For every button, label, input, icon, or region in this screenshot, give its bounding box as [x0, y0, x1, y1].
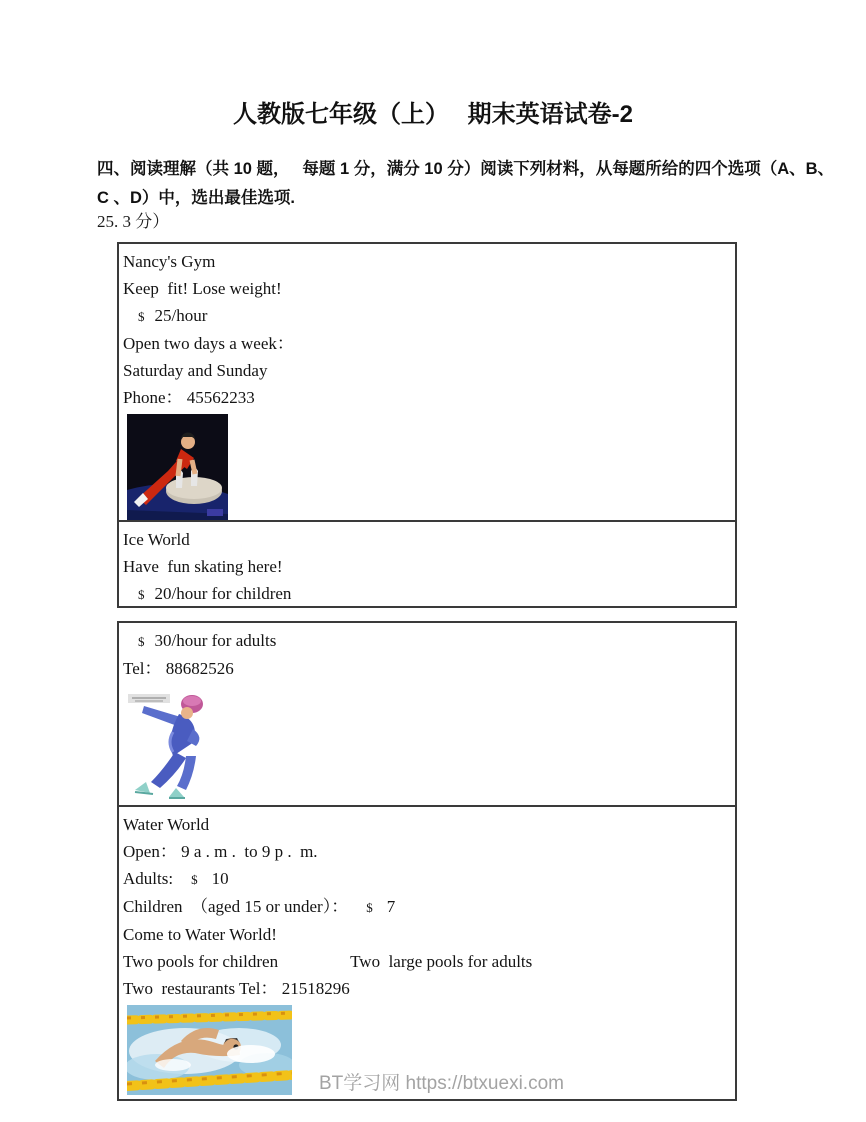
- ice-world-adults-price-line: [123, 627, 729, 655]
- dollar-icon: $: [138, 634, 145, 649]
- page-title: 人教版七年级（上） 期末英语试卷-2: [232, 101, 633, 128]
- ice-world-name: Ice World: [123, 530, 190, 549]
- water-world-slogan: Come to Water World!: [123, 925, 277, 944]
- gym-slogan: Keep fit! Lose weight!: [123, 279, 282, 298]
- pools-for-children: Two pools for children: [123, 952, 279, 971]
- water-world-children-price: 7: [386, 897, 396, 916]
- reading-table-2: [117, 621, 737, 1101]
- watermark-site-link: BT学习网 https://btxuexi.com: [319, 1073, 564, 1094]
- water-world-restaurants-tel: Two restaurants Tel： 21518296: [123, 979, 350, 998]
- gym-days: Saturday and Sunday: [123, 361, 268, 380]
- ice-world-ad-cell-2: [119, 623, 735, 805]
- ice-world-slogan: Have fun skating here!: [123, 557, 283, 576]
- water-world-hours: Open： 9 a . m . to 9 p . m.: [123, 842, 318, 861]
- gym-ad-cell: [119, 244, 735, 520]
- water-world-adults-line: [123, 865, 729, 893]
- dollar-icon: $: [138, 587, 145, 602]
- pools-for-adults: Two large pools for adults: [350, 952, 533, 971]
- water-world-adults-price: 10: [211, 869, 229, 888]
- ice-world-tel: Tel： 88682526: [123, 659, 234, 678]
- ice-world-ad-cell: [119, 520, 735, 608]
- dollar-icon: $: [138, 309, 145, 324]
- ice-world-children-price: 20/hour for children: [154, 584, 292, 603]
- reading-table-1: [117, 242, 737, 608]
- ice-world-adults-price: 30/hour for adults: [154, 631, 277, 650]
- adults-label: Adults:: [123, 869, 174, 888]
- gym-name: Nancy's Gym: [123, 252, 216, 271]
- dollar-icon: $: [366, 900, 373, 915]
- gym-open-label: Open two days a week：: [123, 334, 294, 353]
- instruction-line-2: C 、D）中，选出最佳选项.: [97, 189, 295, 207]
- gymnast-image: [127, 414, 228, 520]
- children-label: Children （aged 15 or under）：: [123, 897, 349, 916]
- gym-price: 25/hour: [154, 306, 208, 325]
- gym-price-line: [123, 302, 729, 330]
- water-world-ad-cell: [119, 805, 735, 1095]
- water-world-children-line: [123, 893, 729, 921]
- dollar-icon: $: [191, 872, 198, 887]
- gym-phone: Phone： 45562233: [123, 388, 255, 407]
- swimmer-image: [127, 1005, 292, 1095]
- section-instruction: [97, 155, 835, 213]
- water-world-name: Water World: [123, 815, 210, 834]
- question-number: 25. 3 分）: [97, 212, 170, 231]
- instruction-line-1: 四、阅读理解（共 10 题， 每题 1 分，满分 10 分）阅读下列材料，从每题所给的四个选项（A、B、: [97, 160, 835, 178]
- ice-world-children-price-line: [123, 580, 729, 608]
- water-world-pools-line: [123, 948, 729, 975]
- speed-skater-image: [127, 685, 245, 801]
